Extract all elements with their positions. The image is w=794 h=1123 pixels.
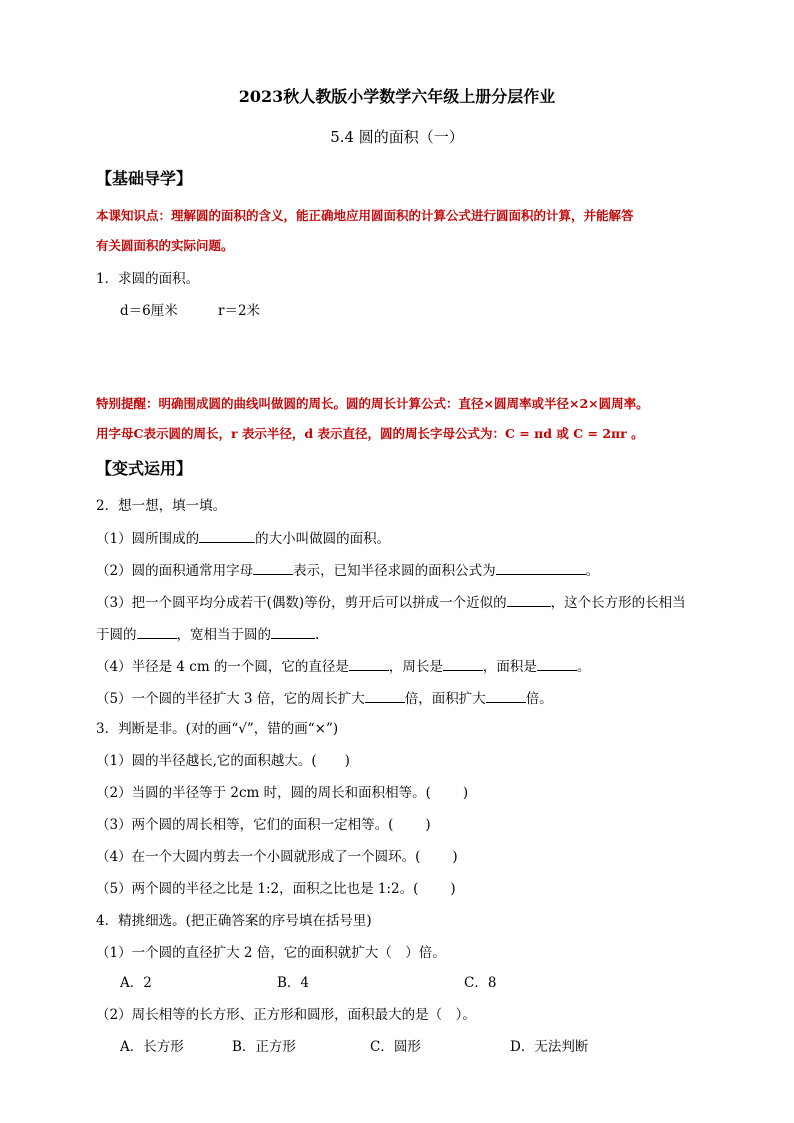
question-3-item-1 (96, 752, 350, 770)
answer-blank[interactable] (507, 594, 551, 607)
text-segment: （1）圆所围成的 (96, 531, 200, 547)
question-4-sub-1: （1）一个圆的直径扩大 2 倍，它的面积就扩大（ ）倍。 (96, 945, 446, 961)
question-2-sub-3-line1 (96, 594, 686, 612)
question-2-sub-1 (96, 530, 390, 548)
choice-option[interactable]: B．正方形 (232, 1039, 296, 1055)
text-segment: ，周长是 (388, 659, 443, 675)
text-segment: （4）半径是 4 cm 的一个圆，它的直径是 (96, 659, 349, 675)
close-paren: ) (462, 785, 469, 801)
question-2-sub-4 (96, 658, 590, 676)
text-segment: 。 (576, 659, 591, 675)
choice-option[interactable]: D．无法判断 (510, 1039, 589, 1055)
answer-blank[interactable] (443, 658, 483, 671)
statement-text: （2）当圆的半径等于 2cm 时，圆的周长和面积相等。( (96, 785, 431, 801)
answer-blank[interactable] (496, 562, 586, 575)
question-3-item-3 (96, 816, 431, 834)
section-heading-application: 【变式运用】 (96, 459, 193, 478)
knowledge-point-line1: 本课知识点：理解圆的面积的含义，能正确地应用圆面积的计算公式进行圆面积的计算，并能解答 (96, 208, 634, 223)
answer-blank[interactable] (253, 562, 293, 575)
close-paren: ) (450, 881, 456, 897)
answer-blank[interactable] (137, 626, 177, 639)
question-1-item-b: r＝2米 (218, 303, 261, 319)
special-tip-line1: 特别提醒：明确围成圆的曲线叫做圆的周长。圆的周长计算公式：直径×圆周率或半径×2×圆周率。 (96, 396, 649, 411)
statement-text: （1）圆的半径越长,它的面积越大。( (96, 753, 317, 769)
choice-option[interactable]: A．长方形 (120, 1039, 184, 1055)
statement-text: （4）在一个大圆内剪去一个小圆就形成了一个圆环。( (96, 849, 421, 865)
text-segment: （5）一个圆的半径扩大 3 倍，它的周长扩大 (96, 691, 365, 707)
close-paren: ) (344, 753, 350, 769)
question-4-sub-2: （2）周长相等的长方形、正方形和圆形，面积最大的是（ ）。 (96, 1007, 476, 1023)
close-paren: ) (425, 817, 431, 833)
text-segment: 的大小叫做圆的面积。 (255, 531, 391, 547)
knowledge-point-line2: 有关圆面积的实际问题。 (96, 238, 234, 253)
question-2-sub-5 (96, 690, 553, 708)
text-segment: 倍，面积扩大 (404, 691, 486, 707)
text-segment: （2）圆的面积通常用字母 (96, 563, 254, 579)
question-2-sub-3-line2 (96, 626, 319, 644)
text-segment: 。 (585, 563, 600, 579)
text-segment: . (315, 627, 320, 643)
question-4-stem: 4．精挑细选。(把正确答案的序号填在括号里) (96, 913, 372, 929)
question-3-item-4 (96, 848, 458, 866)
choice-option[interactable]: B．4 (277, 975, 310, 991)
text-segment: ，这个长方形的长相当 (550, 595, 686, 611)
answer-blank[interactable] (199, 530, 255, 543)
question-1-stem: 1．求圆的面积。 (96, 271, 200, 287)
text-segment: 于圆的 (96, 627, 137, 643)
text-segment: ，宽相当于圆的 (176, 627, 271, 643)
worksheet-title: 2023秋人教版小学数学六年级上册分层作业 (238, 87, 556, 106)
text-segment: （3）把一个圆平均分成若干(偶数)等份，剪开后可以拼成一个近似的 (96, 595, 507, 611)
text-segment: 倍。 (525, 691, 553, 707)
close-paren: ) (452, 849, 458, 865)
choice-option[interactable]: C．8 (464, 975, 497, 991)
answer-blank[interactable] (486, 690, 526, 703)
statement-text: （3）两个圆的周长相等，它们的面积一定相等。( (96, 817, 394, 833)
answer-blank[interactable] (365, 690, 405, 703)
choice-option[interactable]: A．2 (120, 975, 152, 991)
text-segment: 表示，已知半径求圆的面积公式为 (293, 563, 496, 579)
question-2-sub-2 (96, 562, 599, 580)
question-3-item-5 (96, 880, 456, 898)
answer-blank[interactable] (537, 658, 577, 671)
question-3-item-2 (96, 784, 468, 802)
special-tip-line2: 用字母C表示圆的周长，r 表示半径，d 表示直径，圆的周长字母公式为：C = πd 或 C = 2πr 。 (96, 426, 644, 441)
question-2-stem: 2．想一想，填一填。 (96, 498, 227, 514)
answer-blank[interactable] (271, 626, 315, 639)
lesson-subtitle: 5.4 圆的面积（一） (330, 128, 464, 146)
answer-blank[interactable] (349, 658, 389, 671)
choice-option[interactable]: C．圆形 (370, 1039, 421, 1055)
statement-text: （5）两个圆的半径之比是 1:2，面积之比也是 1:2。( (96, 881, 419, 897)
text-segment: ，面积是 (482, 659, 537, 675)
question-1-item-a: d＝6厘米 (120, 303, 178, 319)
question-3-stem: 3．判断是非。(对的画“√”，错的画“×”) (96, 721, 339, 737)
section-heading-basics: 【基础导学】 (96, 169, 193, 188)
